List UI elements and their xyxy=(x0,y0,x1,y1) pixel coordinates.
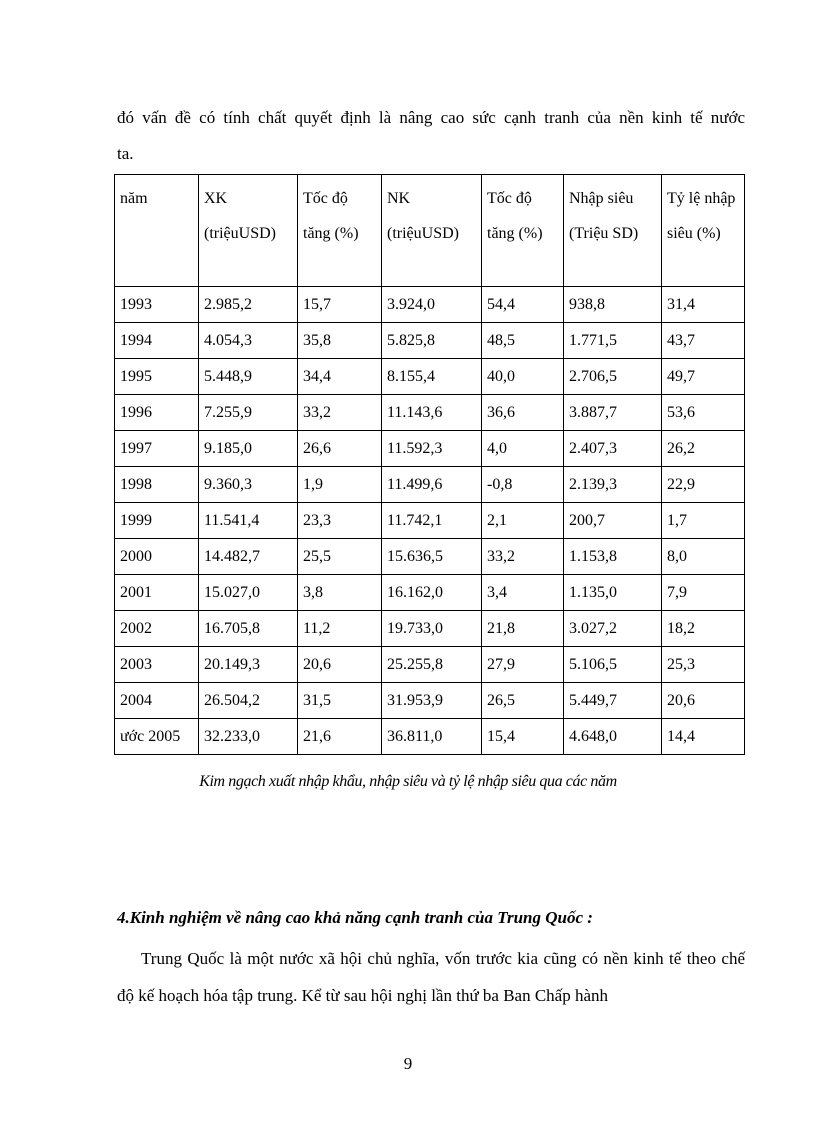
table-cell: 22,9 xyxy=(662,467,745,503)
table-cell: 2.407,3 xyxy=(564,431,662,467)
table-cell: 1994 xyxy=(115,323,199,359)
table-row xyxy=(115,683,745,719)
table-row xyxy=(115,647,745,683)
table-cell: 43,7 xyxy=(662,323,745,359)
table-cell: 35,8 xyxy=(298,323,382,359)
table-cell: 36,6 xyxy=(482,395,564,431)
table-cell: 25,5 xyxy=(298,539,382,575)
table-cell: 21,8 xyxy=(482,611,564,647)
table-cell: 16.162,0 xyxy=(382,575,482,611)
table-cell: 200,7 xyxy=(564,503,662,539)
table-cell: 34,4 xyxy=(298,359,382,395)
table-cell: 5.448,9 xyxy=(199,359,298,395)
table-cell: 7.255,9 xyxy=(199,395,298,431)
table-cell: 1.135,0 xyxy=(564,575,662,611)
table-cell: 53,6 xyxy=(662,395,745,431)
table-cell: 3.887,7 xyxy=(564,395,662,431)
table-header-cell: XK (triệuUSD) xyxy=(199,175,298,287)
table-cell: 40,0 xyxy=(482,359,564,395)
table-cell: 3.924,0 xyxy=(382,287,482,323)
table-cell: 2,1 xyxy=(482,503,564,539)
table-cell: 36.811,0 xyxy=(382,719,482,755)
table-cell: 9.185,0 xyxy=(199,431,298,467)
table-header-cell: Nhập siêu (Triệu SD) xyxy=(564,175,662,287)
table-row xyxy=(115,431,745,467)
table-cell: 21,6 xyxy=(298,719,382,755)
table-cell: 25,3 xyxy=(662,647,745,683)
table-cell: 11.143,6 xyxy=(382,395,482,431)
table-cell: 7,9 xyxy=(662,575,745,611)
table-cell: 1,9 xyxy=(298,467,382,503)
table-cell: ước 2005 xyxy=(115,719,199,755)
trade-table xyxy=(114,174,745,755)
table-row xyxy=(115,287,745,323)
table-cell: 8.155,4 xyxy=(382,359,482,395)
table-row xyxy=(115,719,745,755)
table-cell: 33,2 xyxy=(298,395,382,431)
table-cell: 20,6 xyxy=(298,647,382,683)
table-cell: 49,7 xyxy=(662,359,745,395)
table-cell: 2001 xyxy=(115,575,199,611)
table-cell: 5.825,8 xyxy=(382,323,482,359)
table-cell: 2003 xyxy=(115,647,199,683)
table-cell: -0,8 xyxy=(482,467,564,503)
table-cell: 27,9 xyxy=(482,647,564,683)
table-cell: 26,5 xyxy=(482,683,564,719)
table-row xyxy=(115,503,745,539)
table-cell: 54,4 xyxy=(482,287,564,323)
table-header-cell: năm xyxy=(115,175,199,287)
table-cell: 11.592,3 xyxy=(382,431,482,467)
table-cell: 20.149,3 xyxy=(199,647,298,683)
table-cell: 26,2 xyxy=(662,431,745,467)
table-cell: 19.733,0 xyxy=(382,611,482,647)
table-cell: 2002 xyxy=(115,611,199,647)
page-number: 9 xyxy=(403,1054,413,1073)
table-cell: 32.233,0 xyxy=(199,719,298,755)
table-cell: 4.648,0 xyxy=(564,719,662,755)
table-cell: 4.054,3 xyxy=(199,323,298,359)
table-cell: 26.504,2 xyxy=(199,683,298,719)
table-cell: 15,4 xyxy=(482,719,564,755)
table-cell: 48,5 xyxy=(482,323,564,359)
table-cell: 15,7 xyxy=(298,287,382,323)
table-cell: 938,8 xyxy=(564,287,662,323)
intro-line-1: đó vấn đề có tính chất quyết định là nâng cao sức cạnh tranh của nền kinh tế nước xyxy=(117,108,745,127)
table-cell: 2000 xyxy=(115,539,199,575)
table-header-cell: Tỷ lệ nhập siêu (%) xyxy=(662,175,745,287)
table-cell: 5.449,7 xyxy=(564,683,662,719)
table-header-row xyxy=(115,175,745,287)
table-cell: 1997 xyxy=(115,431,199,467)
table-cell: 15.636,5 xyxy=(382,539,482,575)
table-cell: 1995 xyxy=(115,359,199,395)
table-row xyxy=(115,467,745,503)
table-cell: 5.106,5 xyxy=(564,647,662,683)
table-cell: 14.482,7 xyxy=(199,539,298,575)
table-cell: 31,5 xyxy=(298,683,382,719)
table-header-cell: NK (triệuUSD) xyxy=(382,175,482,287)
table-cell: 25.255,8 xyxy=(382,647,482,683)
table-cell: 3.027,2 xyxy=(564,611,662,647)
table-cell: 1993 xyxy=(115,287,199,323)
table-cell: 11.742,1 xyxy=(382,503,482,539)
table-cell: 8,0 xyxy=(662,539,745,575)
table-cell: 1999 xyxy=(115,503,199,539)
table-cell: 16.705,8 xyxy=(199,611,298,647)
intro-text xyxy=(117,100,745,172)
table-cell: 20,6 xyxy=(662,683,745,719)
table-row xyxy=(115,395,745,431)
table-cell: 1996 xyxy=(115,395,199,431)
table-cell: 31,4 xyxy=(662,287,745,323)
table-cell: 14,4 xyxy=(662,719,745,755)
table-cell: 11.541,4 xyxy=(199,503,298,539)
table-cell: 1,7 xyxy=(662,503,745,539)
body-paragraph: Trung Quốc là một nước xã hội chủ nghĩa, vốn trước kia cũng có nền kinh tế theo chế độ kế hoạch hóa tập trung. Kể từ sau hội nghị lần thứ ba Ban Chấp hành xyxy=(117,949,745,1005)
section-heading: 4.Kinh nghiệm về nâng cao khả năng cạnh tranh của Trung Quốc : xyxy=(117,908,593,927)
table-cell: 2.706,5 xyxy=(564,359,662,395)
table-cell: 26,6 xyxy=(298,431,382,467)
table-cell: 3,4 xyxy=(482,575,564,611)
table-cell: 9.360,3 xyxy=(199,467,298,503)
table-header-cell: Tốc độ tăng (%) xyxy=(482,175,564,287)
table-row xyxy=(115,539,745,575)
table-row xyxy=(115,575,745,611)
table-row xyxy=(115,323,745,359)
table-caption: Kim ngạch xuất nhập khẩu, nhập siêu và tỷ lệ nhập siêu qua các năm xyxy=(199,773,617,790)
table-cell: 11.499,6 xyxy=(382,467,482,503)
intro-line-2: ta. xyxy=(117,144,134,163)
table-cell: 2.985,2 xyxy=(199,287,298,323)
table-cell: 31.953,9 xyxy=(382,683,482,719)
table-cell: 2004 xyxy=(115,683,199,719)
table-cell: 1.153,8 xyxy=(564,539,662,575)
table-row xyxy=(115,359,745,395)
table-cell: 11,2 xyxy=(298,611,382,647)
table-cell: 33,2 xyxy=(482,539,564,575)
table-cell: 4,0 xyxy=(482,431,564,467)
table-cell: 3,8 xyxy=(298,575,382,611)
table-header-cell: Tốc độ tăng (%) xyxy=(298,175,382,287)
table-cell: 18,2 xyxy=(662,611,745,647)
table-row xyxy=(115,611,745,647)
table-cell: 1998 xyxy=(115,467,199,503)
table-cell: 1.771,5 xyxy=(564,323,662,359)
table-cell: 2.139,3 xyxy=(564,467,662,503)
table-cell: 23,3 xyxy=(298,503,382,539)
table-cell: 15.027,0 xyxy=(199,575,298,611)
